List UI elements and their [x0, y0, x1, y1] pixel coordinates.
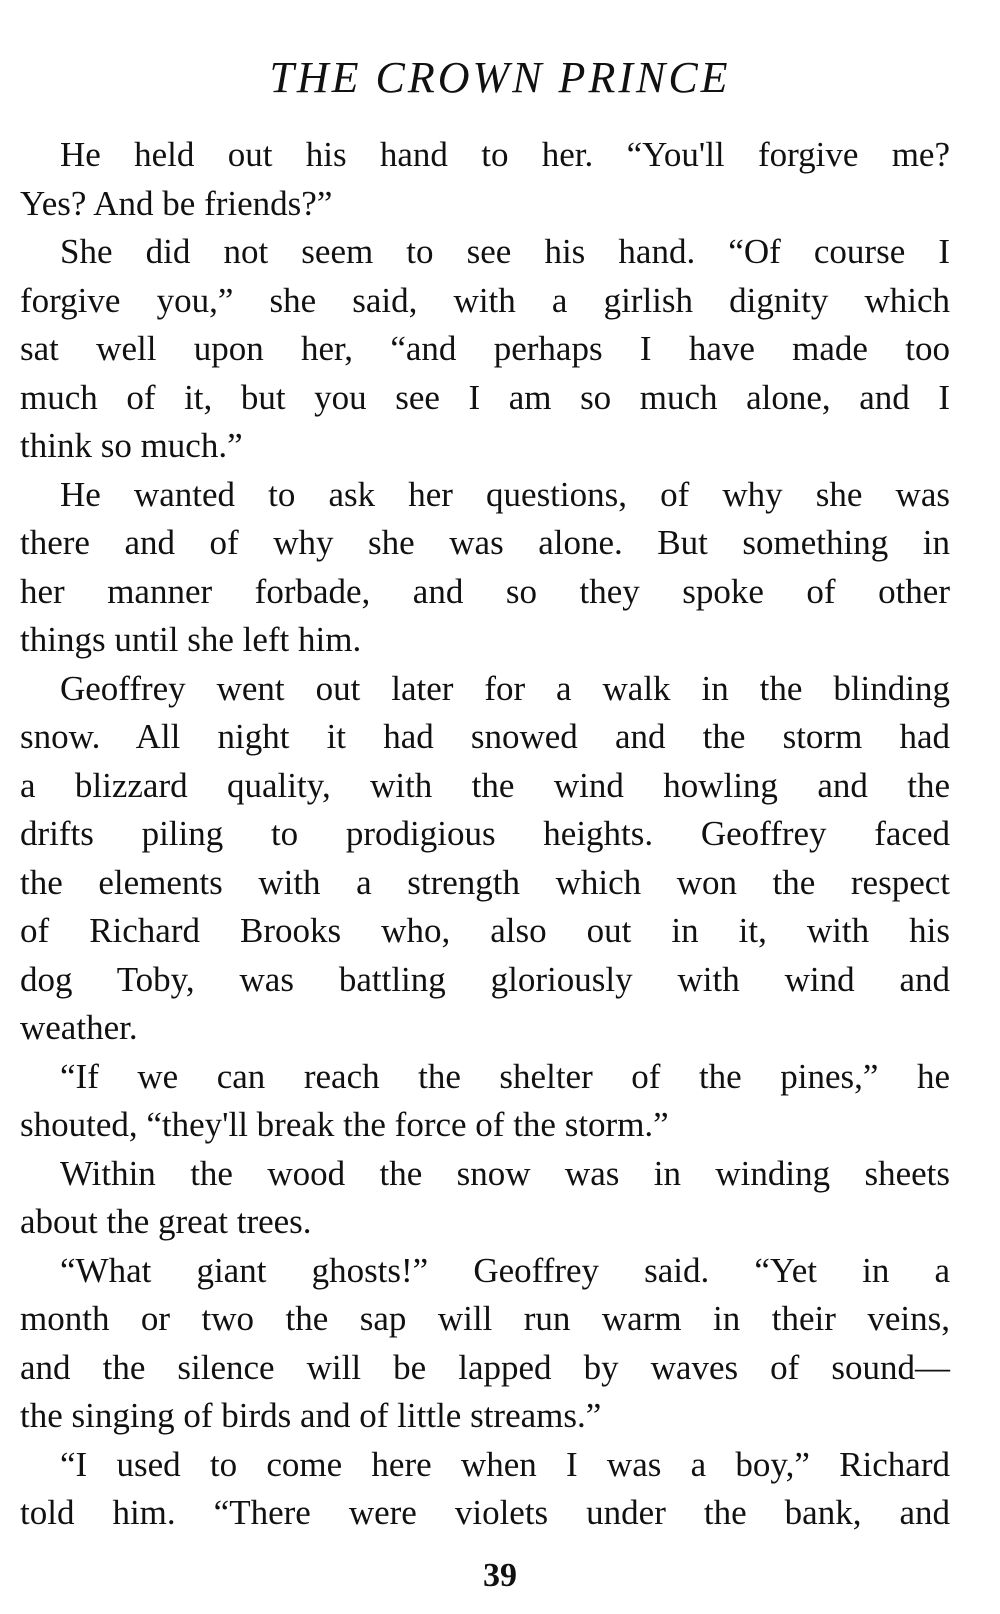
- text-line: the singing of birds and of little streams.”: [20, 1396, 602, 1435]
- text-line: “If we can reach the shelter of the pines,” he: [60, 1056, 950, 1096]
- text-line: things until she left him.: [20, 620, 362, 659]
- text-line: weather.: [20, 1008, 138, 1047]
- text-line: sat well upon her, “and perhaps I have made too: [20, 329, 950, 368]
- text-line: He wanted to ask her questions, of why she was: [60, 474, 950, 514]
- text-line: Yes? And be friends?”: [20, 183, 333, 223]
- text-line: a blizzard quality, with the wind howling and the: [20, 765, 950, 805]
- text-line: much of it, but you see I am so much alone, and I: [20, 377, 950, 417]
- text-line: think so much.”: [20, 426, 243, 465]
- text-line: month or two the sap will run warm in their veins,: [20, 1299, 950, 1338]
- text-line: “I used to come here when I was a boy,” Richard: [60, 1444, 950, 1484]
- text-line: there and of why she was alone. But something in: [20, 523, 950, 562]
- text-line: She did not seem to see his hand. “Of course I: [60, 232, 950, 271]
- text-line: told him. “There were violets under the bank, and: [20, 1493, 950, 1532]
- running-head: THE CROWN PRINCE: [269, 53, 731, 102]
- text-line: and the silence will be lapped by waves of sound—: [20, 1347, 950, 1387]
- text-line: the elements with a strength which won the respect: [20, 862, 950, 902]
- text-line: her manner forbade, and so they spoke of other: [20, 571, 950, 611]
- text-line: dog Toby, was battling gloriously with wind and: [20, 959, 950, 999]
- text-line: “What giant ghosts!” Geoffrey said. “Yet in a: [60, 1250, 950, 1290]
- text-line: snow. All night it had snowed and the storm had: [20, 717, 950, 756]
- text-line: forgive you,” she said, with a girlish dignity which: [20, 280, 950, 320]
- text-line: Geoffrey went out later for a walk in the blinding: [60, 668, 950, 708]
- body-text: [20, 131, 950, 1538]
- text-line: about the great trees.: [20, 1202, 312, 1241]
- text-line: He held out his hand to her. “You'll forgive me?: [60, 135, 950, 174]
- text-line: Within the wood the snow was in winding sheets: [60, 1153, 950, 1193]
- page-number: 39: [483, 1557, 517, 1594]
- text-line: shouted, “they'll break the force of the storm.”: [20, 1105, 669, 1144]
- text-line: drifts piling to prodigious heights. Geoffrey faced: [20, 814, 950, 853]
- text-line: of Richard Brooks who, also out in it, with his: [20, 911, 950, 950]
